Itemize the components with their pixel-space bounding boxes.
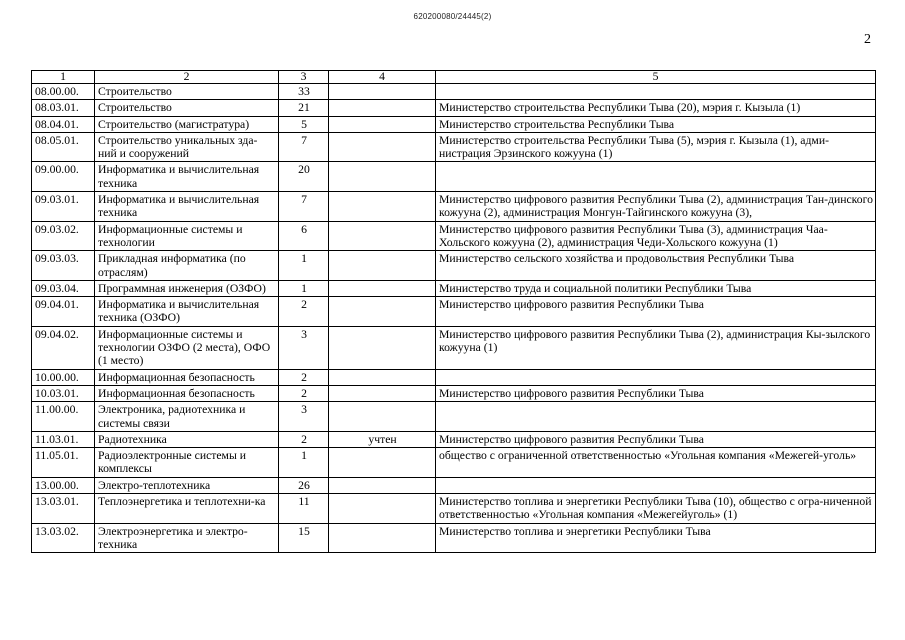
cell-code: 11.00.00. [32, 402, 95, 432]
cell-organizations: Министерство строительства Республики Тыва [436, 116, 876, 132]
cell-organizations: Министерство цифрового развития Республики Тыва (2), администрация Кы-зылского кожууна (1) [436, 326, 876, 369]
table-row [32, 297, 876, 327]
page-number: 2 [864, 32, 871, 47]
cell-name: Информатика и вычислительная техника [95, 162, 279, 192]
header-col-2: 2 [95, 71, 279, 84]
table-row [32, 402, 876, 432]
cell-organizations [436, 477, 876, 493]
cell-count: 26 [279, 477, 329, 493]
table-row [32, 132, 876, 162]
table-row [32, 431, 876, 447]
cell-note [329, 100, 436, 116]
cell-name: Программная инженерия (ОЗФО) [95, 280, 279, 296]
cell-note [329, 402, 436, 432]
cell-name: Строительство (магистратура) [95, 116, 279, 132]
header-col-3: 3 [279, 71, 329, 84]
cell-count: 2 [279, 297, 329, 327]
cell-note [329, 326, 436, 369]
cell-note [329, 162, 436, 192]
cell-organizations: Министерство цифрового развития Республики Тыва [436, 297, 876, 327]
table-row [32, 192, 876, 222]
cell-count: 33 [279, 84, 329, 100]
table-row [32, 251, 876, 281]
cell-organizations: Министерство труда и социальной политики Республики Тыва [436, 280, 876, 296]
cell-code: 09.03.02. [32, 221, 95, 251]
cell-name: Электроника, радиотехника и системы связи [95, 402, 279, 432]
cell-count: 5 [279, 116, 329, 132]
cell-count: 2 [279, 385, 329, 401]
cell-count: 1 [279, 448, 329, 478]
cell-organizations: общество с ограниченной ответственностью «Угольная компания «Межегей-уголь» [436, 448, 876, 478]
cell-code: 13.00.00. [32, 477, 95, 493]
cell-name: Информационная безопасность [95, 385, 279, 401]
cell-code: 13.03.02. [32, 523, 95, 553]
document-id: 620200080/24445(2) [413, 12, 492, 21]
cell-name: Радиоэлектронные системы и комплексы [95, 448, 279, 478]
cell-code: 09.03.01. [32, 192, 95, 222]
cell-code: 09.03.03. [32, 251, 95, 281]
cell-note [329, 84, 436, 100]
table-row [32, 280, 876, 296]
cell-name: Строительство [95, 84, 279, 100]
header-col-1: 1 [32, 71, 95, 84]
cell-count: 11 [279, 494, 329, 524]
cell-code: 09.00.00. [32, 162, 95, 192]
table-row [32, 369, 876, 385]
cell-organizations: Министерство строительства Республики Тыва (20), мэрия г. Кызыла (1) [436, 100, 876, 116]
table-row [32, 523, 876, 553]
cell-code: 11.03.01. [32, 431, 95, 447]
cell-note [329, 385, 436, 401]
cell-organizations: Министерство цифрового развития Республики Тыва [436, 385, 876, 401]
cell-code: 13.03.01. [32, 494, 95, 524]
cell-count: 2 [279, 369, 329, 385]
table-header-row [32, 71, 876, 84]
cell-count: 3 [279, 326, 329, 369]
cell-count: 21 [279, 100, 329, 116]
cell-name: Информационные системы и технологии ОЗФО (2 места), ОФО (1 место) [95, 326, 279, 369]
cell-note [329, 116, 436, 132]
cell-name: Электроэнергетика и электро-техника [95, 523, 279, 553]
cell-name: Прикладная информатика (по отраслям) [95, 251, 279, 281]
cell-name: Информационные системы и технологии [95, 221, 279, 251]
cell-organizations [436, 369, 876, 385]
cell-note [329, 280, 436, 296]
cell-note [329, 494, 436, 524]
cell-note [329, 192, 436, 222]
cell-code: 09.04.01. [32, 297, 95, 327]
table-row [32, 116, 876, 132]
cell-note [329, 477, 436, 493]
cell-name: Электро-теплотехника [95, 477, 279, 493]
cell-organizations: Министерство топлива и энергетики Республики Тыва (10), общество с огра-ниченной ответственностью «Угольная компания «Межегейуголь» (1) [436, 494, 876, 524]
cell-count: 6 [279, 221, 329, 251]
cell-code: 09.04.02. [32, 326, 95, 369]
cell-code: 10.00.00. [32, 369, 95, 385]
table-row [32, 221, 876, 251]
cell-code: 08.03.01. [32, 100, 95, 116]
cell-organizations: Министерство топлива и энергетики Республики Тыва [436, 523, 876, 553]
cell-name: Теплоэнергетика и теплотехни-ка [95, 494, 279, 524]
cell-note [329, 251, 436, 281]
cell-code: 08.00.00. [32, 84, 95, 100]
cell-name: Радиотехника [95, 431, 279, 447]
cell-organizations: Министерство цифрового развития Республики Тыва (2), администрация Тан-динского кожууна (2), администрация Монгун-Тайгинского кожууна (3), [436, 192, 876, 222]
cell-count: 2 [279, 431, 329, 447]
table-row [32, 448, 876, 478]
cell-name: Информатика и вычислительная техника [95, 192, 279, 222]
cell-count: 1 [279, 251, 329, 281]
table-row [32, 100, 876, 116]
cell-note [329, 297, 436, 327]
table-row [32, 326, 876, 369]
header-col-5: 5 [436, 71, 876, 84]
cell-count: 1 [279, 280, 329, 296]
table-row [32, 162, 876, 192]
table-row [32, 494, 876, 524]
cell-code: 08.05.01. [32, 132, 95, 162]
cell-count: 3 [279, 402, 329, 432]
cell-organizations [436, 402, 876, 432]
cell-organizations: Министерство цифрового развития Республики Тыва (3), администрация Чаа-Хольского кожууна (2), администрация Чеди-Хольского кожууна (1) [436, 221, 876, 251]
cell-organizations: Министерство строительства Республики Тыва (5), мэрия г. Кызыла (1), адми-нистрация Эрзинского кожууна (1) [436, 132, 876, 162]
table-body [32, 84, 876, 553]
header-col-4: 4 [329, 71, 436, 84]
cell-organizations [436, 162, 876, 192]
cell-note [329, 448, 436, 478]
table-row [32, 84, 876, 100]
cell-note: учтен [329, 431, 436, 447]
cell-organizations: Министерство цифрового развития Республики Тыва [436, 431, 876, 447]
cell-note [329, 369, 436, 385]
cell-name: Строительство [95, 100, 279, 116]
cell-name: Строительство уникальных зда-ний и сооружений [95, 132, 279, 162]
table-row [32, 477, 876, 493]
cell-count: 20 [279, 162, 329, 192]
cell-note [329, 132, 436, 162]
cell-code: 09.03.04. [32, 280, 95, 296]
table-row [32, 385, 876, 401]
cell-name: Информатика и вычислительная техника (ОЗФО) [95, 297, 279, 327]
specialties-table [31, 70, 876, 553]
cell-organizations: Министерство сельского хозяйства и продовольствия Республики Тыва [436, 251, 876, 281]
cell-code: 10.03.01. [32, 385, 95, 401]
cell-count: 15 [279, 523, 329, 553]
cell-code: 11.05.01. [32, 448, 95, 478]
cell-organizations [436, 84, 876, 100]
cell-note [329, 523, 436, 553]
cell-code: 08.04.01. [32, 116, 95, 132]
cell-name: Информационная безопасность [95, 369, 279, 385]
cell-note [329, 221, 436, 251]
cell-count: 7 [279, 132, 329, 162]
cell-count: 7 [279, 192, 329, 222]
